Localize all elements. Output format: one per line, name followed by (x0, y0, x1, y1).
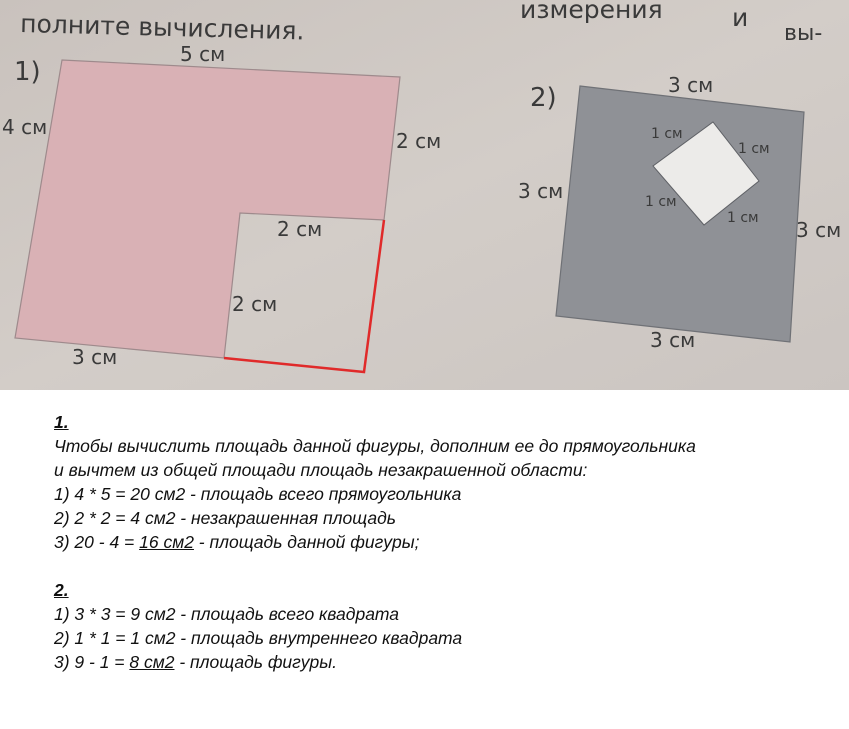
part-1-heading: 1. (54, 412, 69, 432)
part-2-answer: 8 см2 (129, 652, 175, 672)
part-1-block (54, 410, 844, 434)
part-2-step-3 (54, 650, 844, 674)
part-2-step-3-suffix: - площадь фигуры. (174, 652, 338, 672)
inner-top-right-label: 1 см (738, 141, 770, 157)
part-1-intro-line-1: Чтобы вычислить площадь данной фигуры, дополним ее до прямоугольника (54, 436, 696, 456)
part-1-step-3-prefix: 3) 20 - 4 = (54, 532, 140, 552)
inner-bottom-left-label: 1 см (645, 194, 677, 210)
figure-1-left-label: 4 см (2, 115, 48, 139)
part-2-block (54, 578, 844, 602)
figure-2-left-label: 3 см (518, 179, 564, 203)
figure-2-number: 2) (530, 83, 557, 113)
figure-1-number: 1) (14, 57, 41, 87)
inner-bottom-right-label: 1 см (727, 210, 759, 226)
inner-top-left-label: 1 см (651, 126, 683, 142)
header-text-left: полните вычисления. (19, 9, 305, 46)
figure-1-right-label: 2 см (396, 129, 442, 153)
part-2-step-3-prefix: 3) 9 - 1 = (54, 652, 130, 672)
figure-1-bottom-label: 3 см (72, 345, 118, 369)
figure-1-notch-left-label: 2 см (232, 292, 278, 316)
part-1-step-1: 1) 4 * 5 = 20 см2 - площадь всего прямоугольника (54, 484, 462, 504)
part-1-answer: 16 см2 (139, 532, 194, 552)
figure-2-top-label: 3 см (668, 73, 714, 97)
header-text-right-3: вы- (784, 21, 823, 46)
figure-2-right-label: 3 см (796, 218, 842, 242)
spacer (54, 554, 844, 578)
part-1-step-2: 2) 2 * 2 = 4 см2 - незакрашенная площадь (54, 508, 396, 528)
figure-1-top-label: 5 см (180, 42, 226, 66)
part-1-step-3 (54, 530, 844, 554)
gray-square (556, 86, 804, 342)
solution-text (54, 410, 844, 674)
part-1-step-3-suffix: - площадь данной фигуры; (193, 532, 420, 552)
header-text-right-1: измерения (520, 0, 663, 24)
figure-1-notch-top-label: 2 см (277, 217, 323, 241)
figure-2-bottom-label: 3 см (650, 328, 696, 352)
part-1-intro-line-2: и вычтем из общей площади площадь незакрашенной области: (54, 460, 588, 480)
part-2-step-1: 1) 3 * 3 = 9 см2 - площадь всего квадрата (54, 604, 400, 624)
part-2-step-2: 2) 1 * 1 = 1 см2 - площадь внутреннего квадрата (54, 628, 463, 648)
header-text-right-2: и (732, 3, 749, 32)
part-2-heading: 2. (54, 580, 69, 600)
